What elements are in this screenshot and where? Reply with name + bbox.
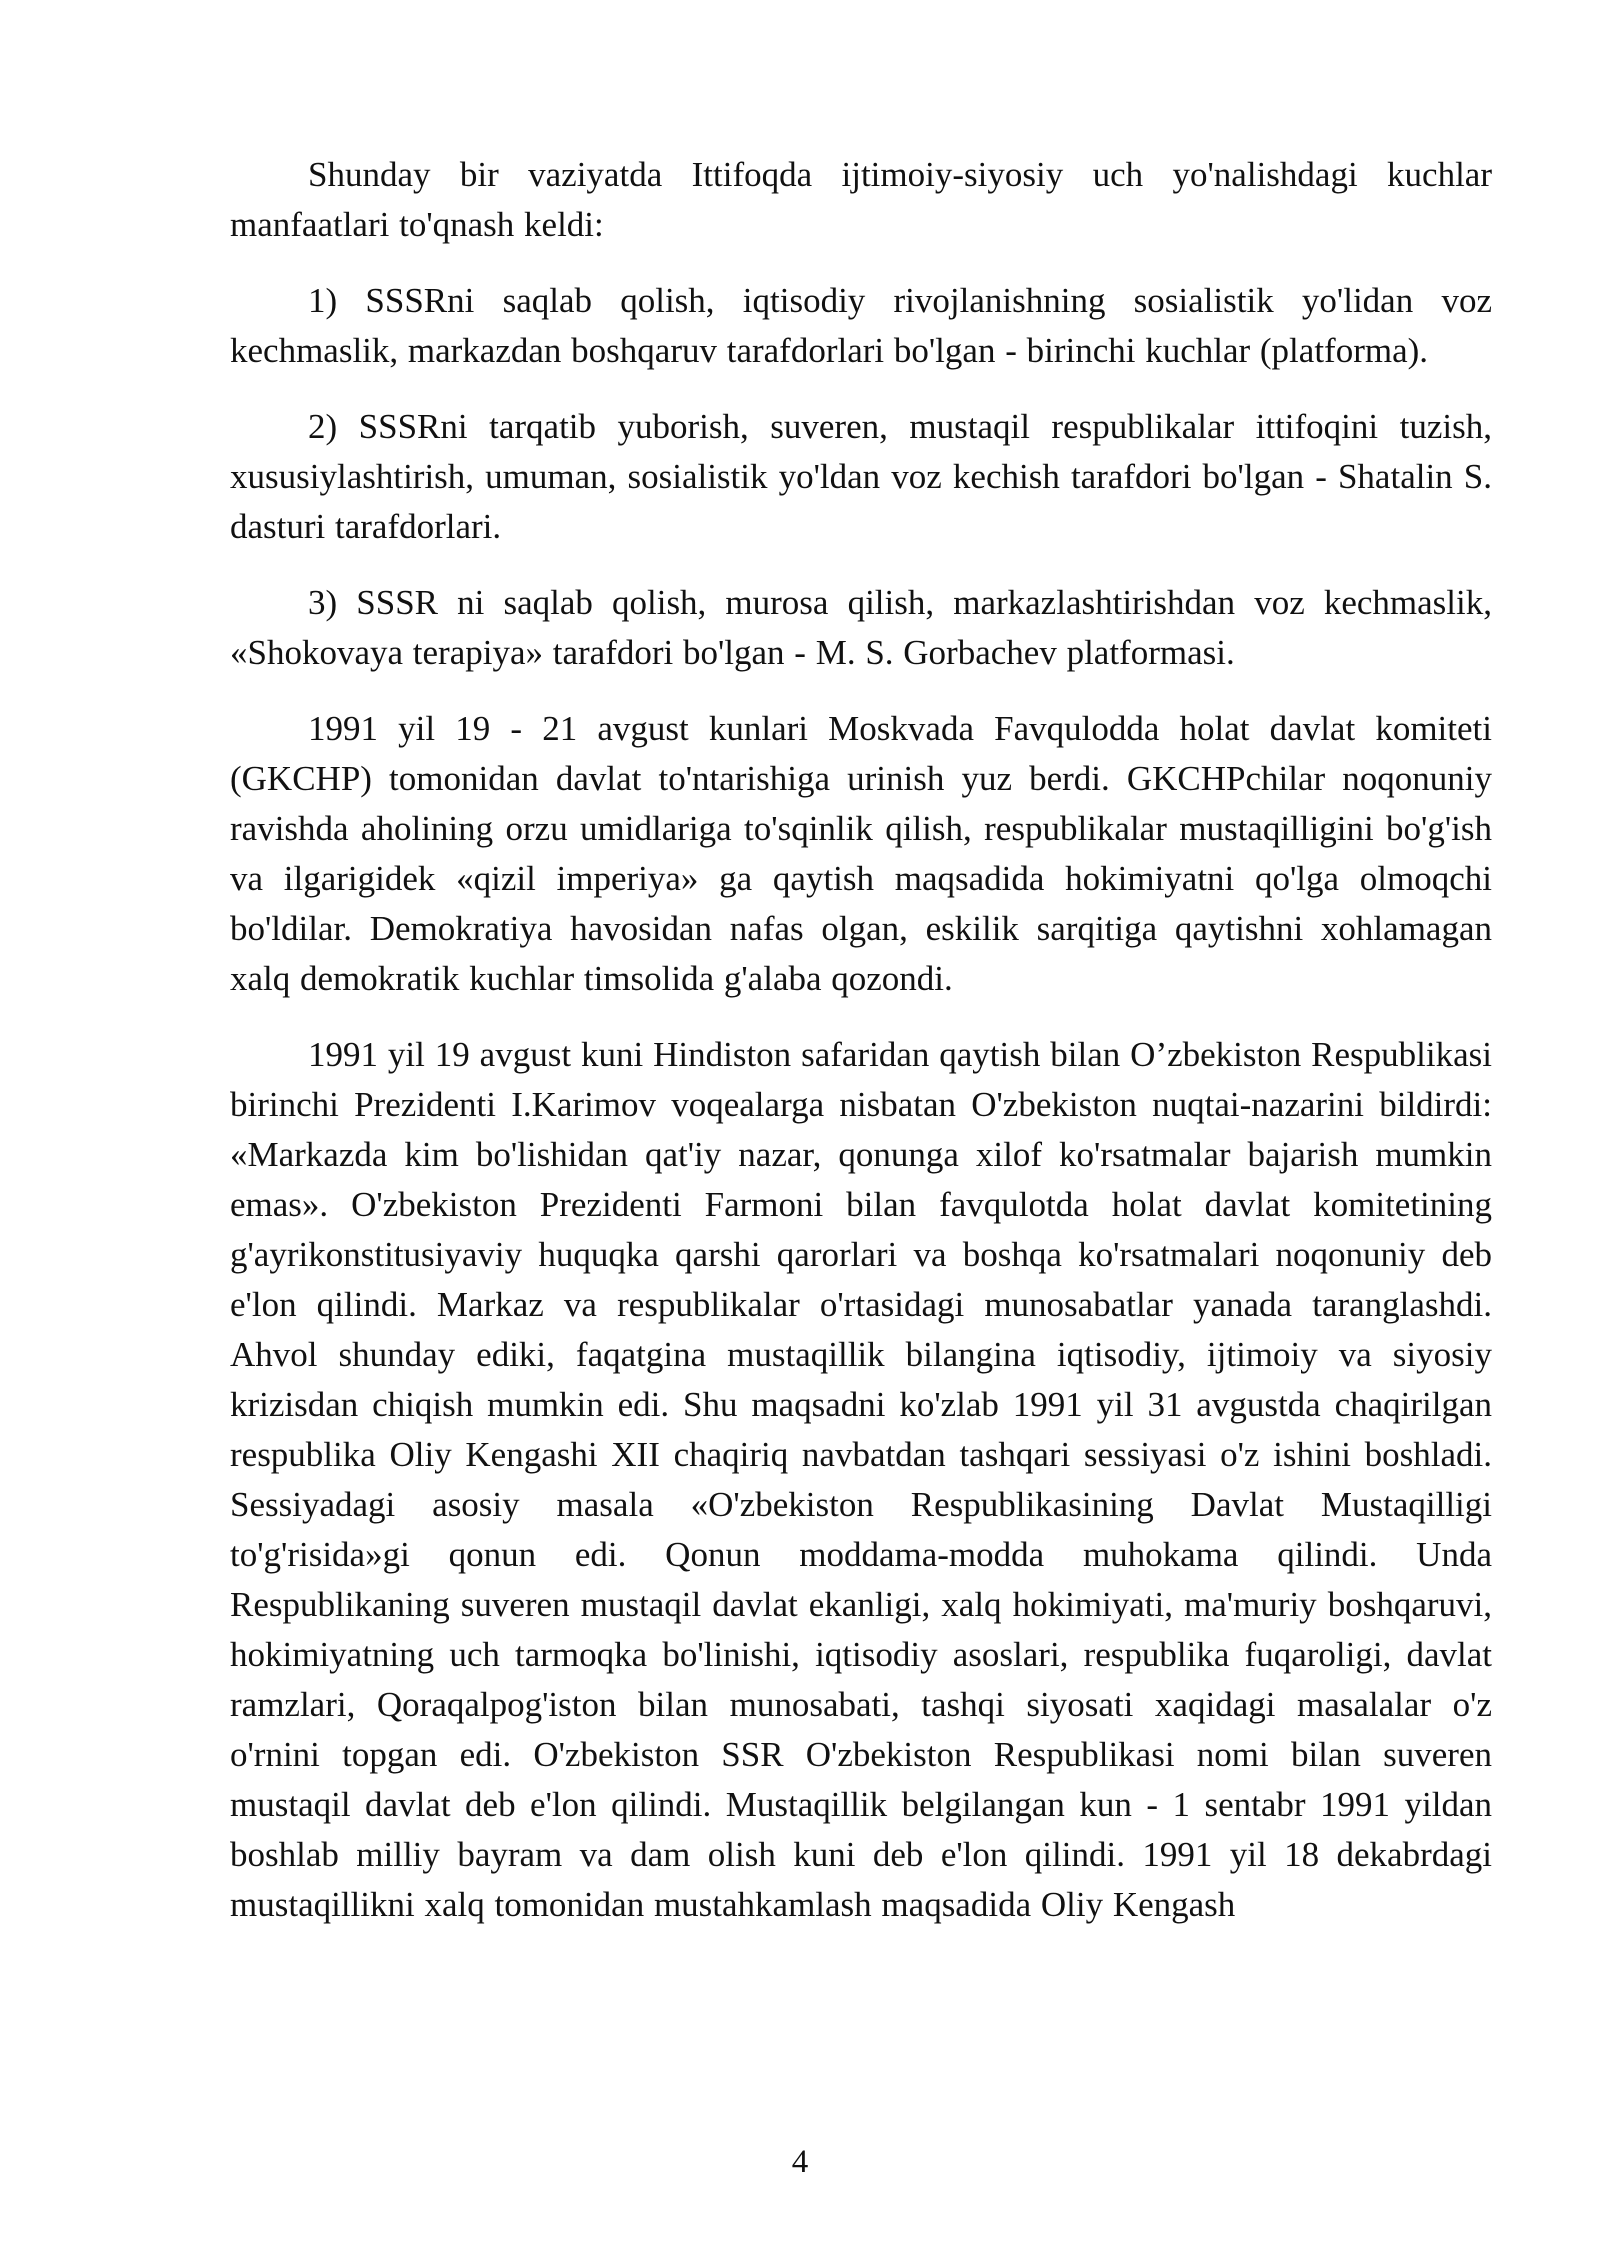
paragraph-item-2: 2) SSSRni tarqatib yuborish, suveren, mustaqil respublikalar ittifoqini tuzish, xususiylashtirish, umuman, sosialistik yo'ldan voz kechish tarafdori bo'lgan - Shatalin S. dasturi tarafdorlari. <box>230 407 1492 546</box>
paragraph-independence: 1991 yil 19 avgust kuni Hindiston safaridan qaytish bilan O’zbekiston Respublikasi birinchi Prezidenti I.Karimov voqealarga nisbatan O'zbekiston nuqtai-nazarini bildirdi: «Markazda kim bo'lishidan qat'iy nazar, qonunga xilof ko'rsatmalar bajarish mumkin emas». O'zbekiston Prezidenti Farmoni bilan favqulotda holat davlat komitetining g'ayrikonstitusiyaviy huquqka qarshi qarorlari va boshqa ko'rsatmalari noqonuniy deb e'lon qilindi. Markaz va respublikalar o'rtasidagi munosabatlar yanada taranglashdi. Ahvol shunday ediki, faqatgina mustaqillik bilangina iqtisodiy, ijtimoiy va siyosiy krizisdan chiqish mumkin edi. Shu maqsadni ko'zlab 1991 yil 31 avgustda chaqirilgan respublika Oliy Kengashi XII chaqiriq navbatdan tashqari sessiyasi o'z ishini boshladi. Sessiyadagi asosiy masala «O'zbekiston Respublikasining Davlat Mustaqilligi to'g'risida»gi qonun edi. Qonun moddama-modda muhokama qilindi. Unda Respublikaning suveren mustaqil davlat ekanligi, xalq hokimiyati, ma'muriy boshqaruvi, hokimiyatning uch tarmoqka bo'linishi, iqtisodiy asoslari, respublika fuqaroligi, davlat ramzlari, Qoraqalpog'iston bilan munosabati, tashqi siyosati xaqidagi masalalar o'z o'rnini topgan edi. O'zbekiston SSR O'zbekiston Respublikasi nomi bilan suveren mustaqil davlat deb e'lon qilindi. Mustaqillik belgilangan kun - 1 sentabr 1991 yildan boshlab milliy bayram va dam olish kuni deb e'lon qilindi. 1991 yil 18 dekabrdagi mustaqillikni xalq tomonidan mustahkamlash maqsadida Oliy Kengash <box>230 1035 1492 1924</box>
page-number: 4 <box>791 2144 809 2180</box>
paragraph-item-3: 3) SSSR ni saqlab qolish, murosa qilish, markazlashtirishdan voz kechmaslik, «Shokovaya terapiya» tarafdori bo'lgan - M. S. Gorbachev platformasi. <box>230 583 1492 672</box>
paragraph-august-coup: 1991 yil 19 - 21 avgust kunlari Moskvada Favqulodda holat davlat komiteti (GKCHP) tomonidan davlat to'ntarishiga urinish yuz berdi. GKCHPchilar noqonuniy ravishda aholining orzu umidlariga to'sqinlik qilish, respublikalar mustaqilligini bo'g'ish va ilgarigidek «qizil imperiya» ga qaytish maqsadida hokimiyatni qo'lga olmoqchi bo'ldilar. Demokratiya havosidan nafas olgan, eskilik sarqitiga qaytishni xohlamagan xalq demokratik kuchlar timsolida g'alaba qozondi. <box>230 709 1492 998</box>
paragraph-item-1: 1) SSSRni saqlab qolish, iqtisodiy rivojlanishning sosialistik yo'lidan voz kechmaslik, markazdan boshqaruv tarafdorlari bo'lgan - birinchi kuchlar (platforma). <box>230 281 1492 370</box>
page-body <box>230 150 1492 1956</box>
paragraph-intro: Shunday bir vaziyatda Ittifoqda ijtimoiy-siyosiy uch yo'nalishdagi kuchlar manfaatlari to'qnash keldi: <box>230 155 1492 244</box>
